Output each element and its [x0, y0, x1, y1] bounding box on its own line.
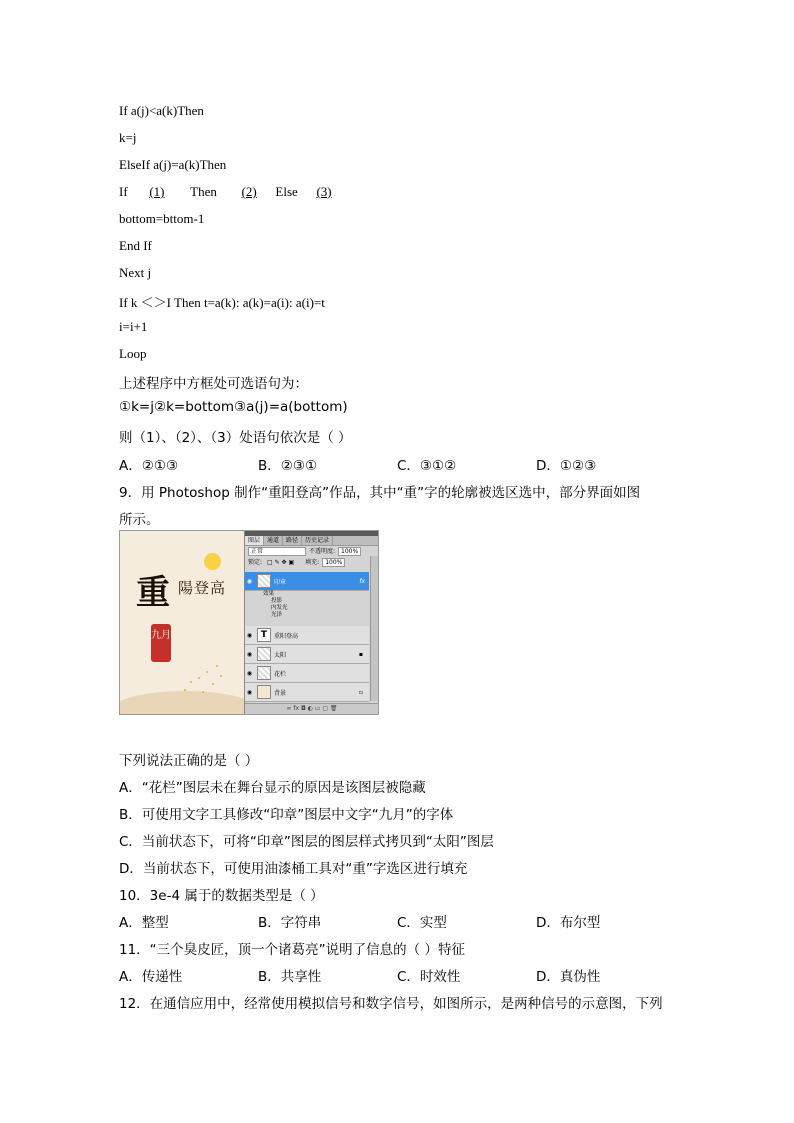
panel-bottom-toolbar[interactable]: ∞ fx ◘ ◐ ▭ ▢ 🗑: [245, 703, 379, 714]
q8-option-c: C．③①②: [397, 458, 457, 474]
code-if-keyword: If: [119, 184, 128, 199]
eye-icon[interactable]: ◉: [246, 650, 253, 658]
code-line-8: If k ＜＞I Then t=a(k): a(k)=a(i): a(i)=t: [119, 295, 325, 310]
fx-icon: fx: [359, 577, 365, 585]
lock-icon: ▫: [358, 688, 363, 696]
q9-question: 下列说法正确的是（ ）: [119, 753, 259, 769]
code-line-6: End If: [119, 238, 152, 253]
code-line-10: Loop: [119, 346, 147, 361]
q11-option-c: C．时效性: [397, 969, 461, 985]
effects-label: 效果: [263, 591, 275, 597]
layer-thumbnail: [257, 647, 271, 661]
text-layer-icon: T: [257, 628, 271, 642]
layer-thumbnail: [257, 666, 271, 680]
effect-inner-glow: 内发光: [271, 605, 288, 611]
lock-icons[interactable]: □ ✎ ✥ ▣: [267, 559, 295, 566]
code-line-2: k=j: [119, 130, 137, 145]
opacity-field[interactable]: 100%: [338, 547, 361, 556]
code-line-7: Next j: [119, 265, 152, 280]
fill-label: 填充:: [305, 559, 320, 566]
blank-2: (2): [241, 184, 257, 199]
code-line-9: i=i+1: [119, 319, 148, 334]
layer-flowers[interactable]: [245, 664, 369, 683]
q10-option-c: C．实型: [397, 915, 447, 931]
seal-stamp: 九月: [151, 624, 171, 662]
q9-option-a: A．“花栏”图层未在舞台显示的原因是该图层被隐藏: [119, 780, 426, 796]
q9-stem-line-1: 9．用 Photoshop 制作“重阳登高”作品，其中“重”字的轮廓被选区选中，部分界面如图: [119, 485, 641, 501]
tab-history[interactable]: 历史记录: [302, 536, 333, 545]
q11-option-a: A．传递性: [119, 969, 183, 985]
q10-option-b: B．字符串: [258, 915, 322, 931]
blank-1: (1): [149, 184, 165, 199]
lock-icon: ▪: [358, 650, 363, 658]
panel-tabs: [245, 536, 379, 546]
q8-option-d: D．①②③: [536, 458, 597, 474]
layer-text[interactable]: [245, 626, 369, 645]
code-else-keyword: Else: [275, 184, 298, 199]
layer-name: 印章: [274, 578, 287, 586]
blend-mode-select[interactable]: 正常: [248, 547, 306, 556]
tab-layers[interactable]: 图层: [245, 536, 264, 545]
q8-prompt: 上述程序中方框处可选语句为：: [119, 376, 308, 392]
q12-question: 12．在通信应用中，经常使用模拟信号和数字信号，如图所示，是两种信号的示意图，下列: [119, 996, 663, 1012]
q9-option-b: B．可使用文字工具修改“印章”图层中文字“九月”的字体: [119, 807, 454, 823]
code-line-1: If a(j)<a(k)Then: [119, 103, 204, 118]
panel-scrollbar[interactable]: [370, 556, 379, 701]
lock-label: 锁定:: [248, 559, 263, 566]
code-line-5: bottom=bttom-1: [119, 211, 205, 226]
stage-title-text: 陽登高: [178, 579, 227, 597]
layer-seal[interactable]: [245, 572, 369, 591]
blend-row: [245, 546, 379, 557]
tab-paths[interactable]: 路径: [283, 536, 302, 545]
layers-panel: [244, 531, 379, 714]
layer-name: 太阳: [274, 651, 287, 659]
opacity-label: 不透明度:: [309, 548, 336, 555]
q9-stem-line-2: 所示。: [119, 512, 160, 528]
layer-name: 花栏: [274, 670, 287, 678]
layer-sun[interactable]: [245, 645, 369, 664]
q11-question: 11．“三个臭皮匠，顶一个诸葛亮”说明了信息的（ ）特征: [119, 942, 465, 958]
layer-name: 背景: [274, 689, 287, 697]
photoshop-screenshot: [119, 530, 379, 715]
q8-option-b: B．②③①: [258, 458, 318, 474]
q10-option-d: D．布尔型: [536, 915, 601, 931]
effect-drop-shadow: 投影: [271, 598, 283, 604]
zhong-character: 重: [136, 573, 170, 613]
q8-question: 则（1）、（2）、（3）处语句依次是（ ）: [119, 430, 352, 446]
q10-question: 10．3e-4 属于的数据类型是（ ）: [119, 888, 324, 904]
code-line-4: [119, 184, 339, 200]
q11-option-b: B．共享性: [258, 969, 322, 985]
layer-thumbnail: [257, 574, 271, 588]
eye-icon[interactable]: ◉: [246, 688, 253, 696]
q10-option-a: A．整型: [119, 915, 169, 931]
q9-option-d: D．当前状态下，可使用油漆桶工具对“重”字选区进行填充: [119, 861, 468, 877]
sun-graphic: [204, 553, 221, 570]
eye-icon[interactable]: ◉: [246, 631, 253, 639]
blank-3: (3): [316, 184, 332, 199]
q8-option-a: A．②①③: [119, 458, 179, 474]
code-then-keyword: Then: [190, 184, 217, 199]
code-line-3: ElseIf a(j)=a(k)Then: [119, 157, 227, 172]
layer-thumbnail: [257, 685, 271, 699]
eye-icon[interactable]: ◉: [246, 669, 253, 677]
effect-satin: 光泽: [271, 612, 283, 618]
fill-field[interactable]: 100%: [322, 558, 345, 567]
hill-graphic: [119, 688, 260, 715]
lock-row: [245, 557, 379, 568]
layer-background[interactable]: [245, 683, 369, 702]
layer-name: 重阳登高: [274, 632, 299, 640]
q9-option-c: C．当前状态下，可将“印章”图层的图层样式拷贝到“太阳”图层: [119, 834, 494, 850]
q11-option-d: D．真伪性: [536, 969, 601, 985]
tab-channels[interactable]: 通道: [264, 536, 283, 545]
stage-canvas: [120, 531, 244, 714]
eye-icon[interactable]: ◉: [246, 577, 253, 585]
q8-choices: ①k=j②k=bottom③a(j)=a(bottom): [119, 399, 348, 415]
